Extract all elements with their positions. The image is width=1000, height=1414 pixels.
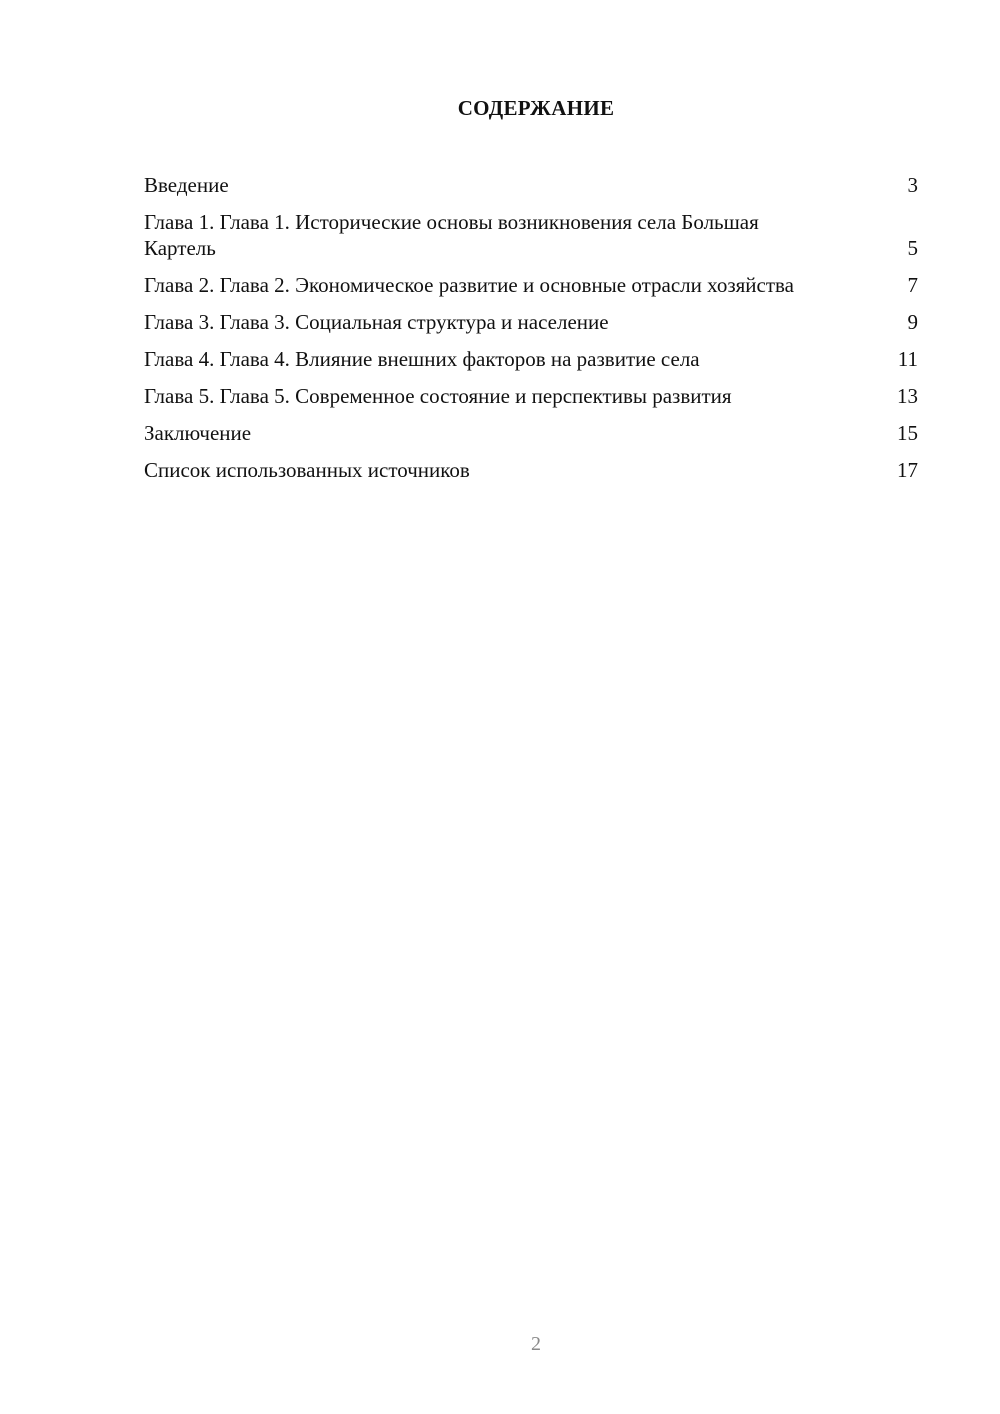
toc-entry[interactable] xyxy=(144,309,918,335)
toc-entry[interactable] xyxy=(144,209,918,261)
toc-entry-page: 7 xyxy=(907,273,918,297)
toc-entry-text: Введение xyxy=(144,173,229,197)
toc-entry[interactable] xyxy=(144,420,918,446)
page-title: СОДЕРЖАНИЕ xyxy=(457,96,615,120)
toc-entry-page: 17 xyxy=(897,458,918,482)
toc-entry-page: 9 xyxy=(907,310,918,334)
toc-entry[interactable] xyxy=(144,346,918,372)
toc-entry-page: 11 xyxy=(897,347,918,371)
toc-entry[interactable] xyxy=(144,457,918,483)
toc-entry-text: Список использованных источников xyxy=(144,458,470,482)
toc-entry-page: 3 xyxy=(907,173,918,197)
toc-entry-text: Заключение xyxy=(144,421,252,445)
toc-entry-text: Глава 3. Глава 3. Социальная структура и население xyxy=(144,310,609,334)
toc-entry-page: 15 xyxy=(897,421,918,445)
table-of-contents xyxy=(144,172,918,494)
page-number: 2 xyxy=(531,1333,541,1355)
toc-entry-text: Глава 1. Глава 1. Исторические основы возникновения села Большая Картель xyxy=(144,210,759,260)
toc-entry-text: Глава 5. Глава 5. Современное состояние и перспективы развития xyxy=(144,384,732,408)
toc-entry-page: 5 xyxy=(907,236,918,260)
toc-entry[interactable] xyxy=(144,272,918,298)
toc-entry[interactable] xyxy=(144,383,918,409)
toc-entry-page: 13 xyxy=(897,384,918,408)
toc-entry-text: Глава 4. Глава 4. Влияние внешних факторов на развитие села xyxy=(144,347,700,371)
toc-entry[interactable] xyxy=(144,172,918,198)
toc-entry-text: Глава 2. Глава 2. Экономическое развитие и основные отрасли хозяйства xyxy=(144,273,794,297)
